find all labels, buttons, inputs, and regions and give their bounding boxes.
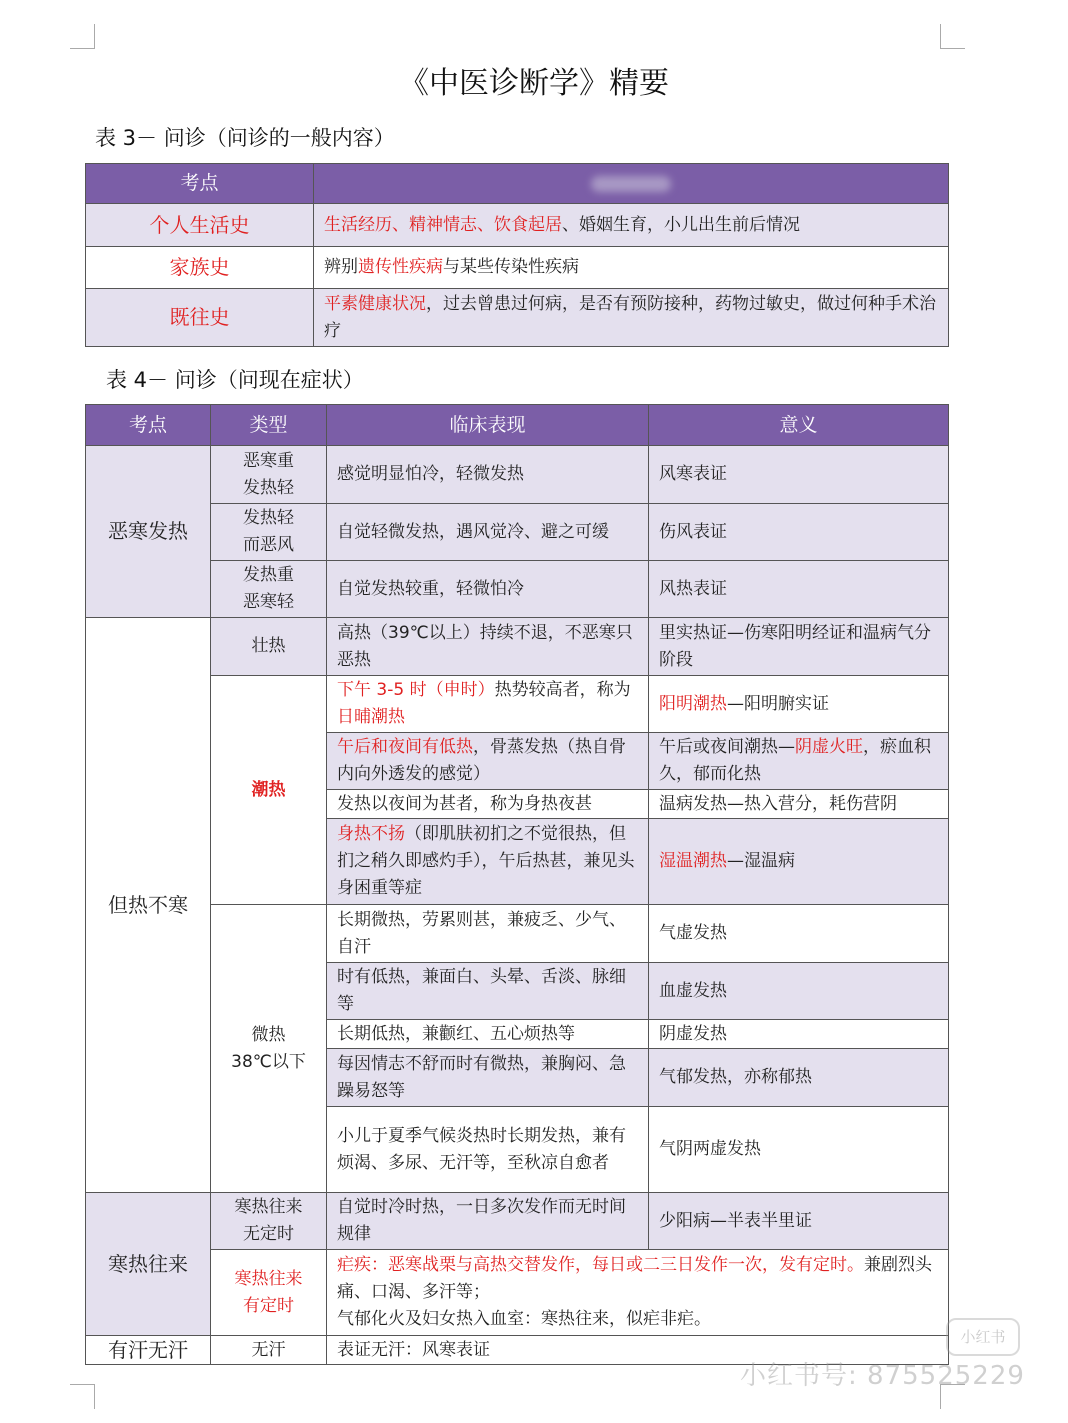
type-cell: 壮热 bbox=[211, 618, 327, 676]
significance-cell: 温病发热—热入营分，耗伤营阴 bbox=[649, 790, 949, 819]
type-cell: 潮热 bbox=[211, 676, 327, 905]
clinical-cell: 自觉发热较重，轻微怕冷 bbox=[327, 561, 649, 618]
clinical-cell: 每因情志不舒而时有微热，兼胸闷、急躁易怒等 bbox=[327, 1049, 649, 1107]
significance-cell: 里实热证—伤寒阳明经证和温病气分阶段 bbox=[649, 618, 949, 676]
point-cell: 但热不寒 bbox=[86, 618, 211, 1193]
point-cell: 有汗无汗 bbox=[86, 1336, 211, 1365]
significance-cell: 午后或夜间潮热—阴虚火旺，瘀血积久，郁而化热 bbox=[649, 733, 949, 790]
table-row bbox=[86, 446, 949, 504]
page-title: 《中医诊断学》精要 bbox=[399, 66, 669, 101]
type-cell: 微热 38℃以下 bbox=[211, 905, 327, 1193]
table3-caption: 表 3－ 问诊（问诊的一般内容） bbox=[95, 126, 395, 150]
significance-cell: 血虚发热 bbox=[649, 963, 949, 1020]
clinical-cell: 高热（39℃以上）持续不退，不恶寒只恶热 bbox=[327, 618, 649, 676]
table4-caption: 表 4－ 问诊（问现在症状） bbox=[106, 368, 364, 392]
content-cell: 平素健康状况，过去曾患过何病，是否有预防接种，药物过敏史，做过何种手术治疗 bbox=[314, 289, 949, 347]
table-row bbox=[86, 618, 949, 676]
significance-cell: 气郁发热，亦称郁热 bbox=[649, 1049, 949, 1107]
significance-cell: 伤风表证 bbox=[649, 504, 949, 561]
corner-mark bbox=[940, 24, 965, 49]
header-point: 考点 bbox=[86, 405, 211, 446]
table-row bbox=[86, 1250, 949, 1336]
table-row bbox=[86, 289, 949, 347]
clinical-cell: 自觉时冷时热，一日多次发作而无时间规律 bbox=[327, 1193, 649, 1250]
clinical-cell: 感觉明显怕冷，轻微发热 bbox=[327, 446, 649, 504]
clinical-cell: 午后和夜间有低热，骨蒸发热（热自骨内向外透发的感觉） bbox=[327, 733, 649, 790]
point-cell: 家族史 bbox=[86, 247, 314, 289]
type-cell: 无汗 bbox=[211, 1336, 327, 1365]
table-row bbox=[86, 247, 949, 289]
corner-mark bbox=[70, 24, 95, 49]
significance-cell: 阳明潮热—阳明腑实证 bbox=[649, 676, 949, 733]
watermark-text: 小红书号: 875525229 bbox=[740, 1361, 1025, 1391]
table-row bbox=[86, 504, 949, 561]
corner-mark bbox=[70, 1384, 95, 1409]
point-cell: 既往史 bbox=[86, 289, 314, 347]
significance-cell: 少阳病—半表半里证 bbox=[649, 1193, 949, 1250]
clinical-cell: 身热不扬（即肌肤初扪之不觉很热，但扪之稍久即感灼手），午后热甚，兼见头身困重等症 bbox=[327, 819, 649, 905]
clinical-cell: 长期低热，兼颧红、五心烦热等 bbox=[327, 1020, 649, 1049]
point-cell: 恶寒发热 bbox=[86, 446, 211, 618]
table-row bbox=[86, 204, 949, 247]
blurred-header bbox=[314, 164, 949, 204]
clinical-cell: 表证无汗：风寒表证 bbox=[327, 1336, 949, 1365]
type-cell: 恶寒重 发热轻 bbox=[211, 446, 327, 504]
type-cell: 寒热往来 无定时 bbox=[211, 1193, 327, 1250]
table-row bbox=[86, 905, 949, 963]
header-clinical: 临床表现 bbox=[327, 405, 649, 446]
header-type: 类型 bbox=[211, 405, 327, 446]
significance-cell: 风热表证 bbox=[649, 561, 949, 618]
clinical-cell: 自觉轻微发热，遇风觉冷、避之可缓 bbox=[327, 504, 649, 561]
significance-cell: 风寒表证 bbox=[649, 446, 949, 504]
type-cell: 寒热往来 有定时 bbox=[211, 1250, 327, 1336]
table-row bbox=[86, 676, 949, 733]
significance-cell: 湿温潮热—湿温病 bbox=[649, 819, 949, 905]
point-cell: 个人生活史 bbox=[86, 204, 314, 247]
significance-cell: 气虚发热 bbox=[649, 905, 949, 963]
watermark-logo: 小红书 bbox=[946, 1318, 1020, 1356]
type-cell: 发热重 恶寒轻 bbox=[211, 561, 327, 618]
table4 bbox=[85, 404, 949, 1365]
type-cell: 发热轻 而恶风 bbox=[211, 504, 327, 561]
clinical-cell: 下午 3-5 时（申时）热势较高者，称为日晡潮热 bbox=[327, 676, 649, 733]
clinical-cell: 发热以夜间为甚者，称为身热夜甚 bbox=[327, 790, 649, 819]
significance-cell: 阴虚发热 bbox=[649, 1020, 949, 1049]
table-row bbox=[86, 1193, 949, 1250]
content-cell: 辨别遗传性疾病与某些传染性疾病 bbox=[314, 247, 949, 289]
clinical-cell: 长期微热，劳累则甚，兼疲乏、少气、自汗 bbox=[327, 905, 649, 963]
table3 bbox=[85, 163, 949, 347]
clinical-cell: 疟疾：恶寒战栗与高热交替发作，每日或二三日发作一次，发有定时。兼剧烈头痛、口渴、多汗等； 气郁化火及妇女热入血室：寒热往来，似疟非疟。 bbox=[327, 1250, 949, 1336]
significance-cell: 气阴两虚发热 bbox=[649, 1107, 949, 1193]
table3-header: 考点 bbox=[86, 164, 314, 204]
header-significance: 意义 bbox=[649, 405, 949, 446]
point-cell: 寒热往来 bbox=[86, 1193, 211, 1336]
clinical-cell: 小儿于夏季气候炎热时长期发热，兼有烦渴、多尿、无汗等，至秋凉自愈者 bbox=[327, 1107, 649, 1193]
table-row bbox=[86, 561, 949, 618]
content-cell: 生活经历、精神情志、饮食起居、婚姻生育，小儿出生前后情况 bbox=[314, 204, 949, 247]
clinical-cell: 时有低热，兼面白、头晕、舌淡、脉细等 bbox=[327, 963, 649, 1020]
